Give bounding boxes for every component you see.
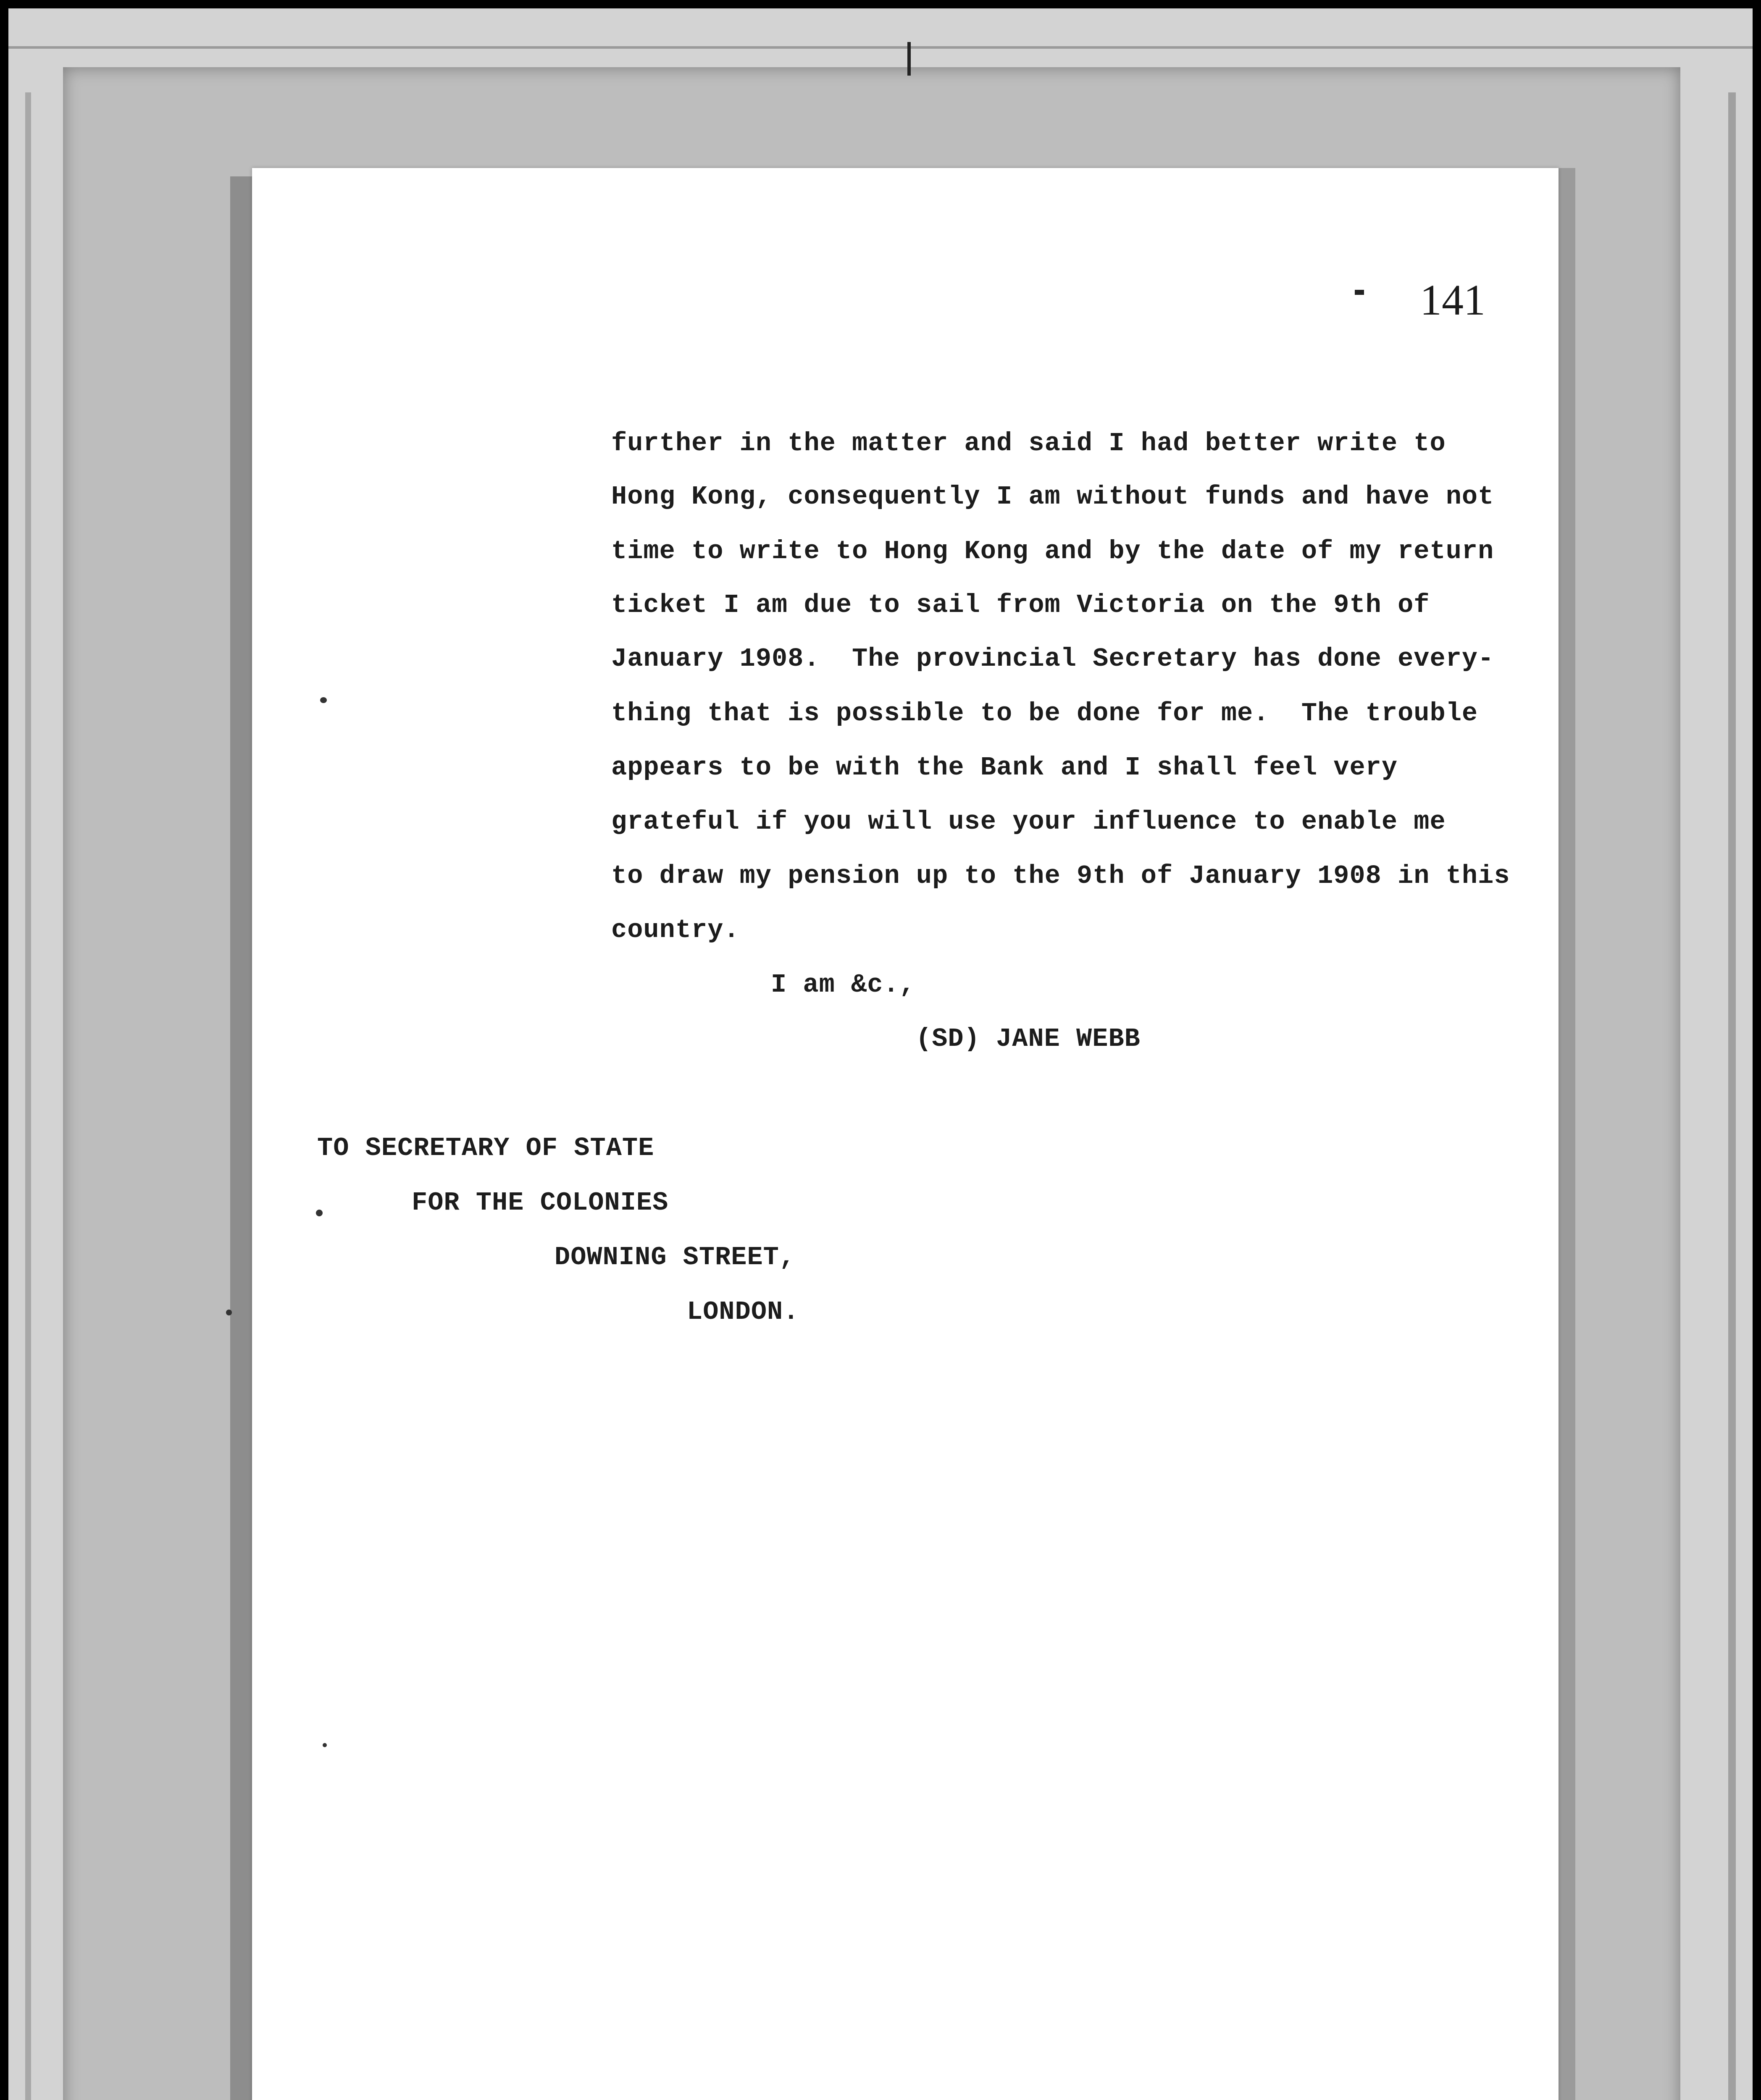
signature: (SD) JANE WEBB — [916, 1024, 1141, 1054]
body-line: ticket I am due to sail from Victoria on the 9th of — [611, 590, 1430, 620]
address-line: FOR THE COLONIES — [412, 1188, 669, 1218]
sheet-shadow-left — [230, 176, 252, 2100]
page-number-dash — [1355, 290, 1364, 295]
frame-right-strip — [1728, 92, 1736, 2100]
body-line: time to write to Hong Kong and by the date of my return — [611, 536, 1494, 566]
top-registration-mark — [907, 42, 911, 76]
film-speck — [316, 1210, 323, 1216]
body-line: grateful if you will use your influence to enable me — [611, 807, 1446, 837]
body-line: appears to be with the Bank and I shall feel very — [611, 753, 1398, 782]
body-line: January 1908. The provincial Secretary has done every- — [611, 644, 1494, 674]
closing: I am &c., — [771, 970, 915, 1000]
address-line: TO SECRETARY OF STATE — [317, 1133, 654, 1163]
body-line: thing that is possible to be done for me. The trouble — [611, 698, 1478, 728]
address-line: DOWNING STREET, — [555, 1242, 796, 1272]
sheet-shadow-right — [1559, 168, 1575, 2100]
body-line: further in the matter and said I had better write to — [611, 428, 1446, 458]
frame-rule — [8, 46, 1753, 49]
body-line: to draw my pension up to the 9th of January 1908 in this — [611, 861, 1510, 891]
film-speck — [320, 697, 327, 703]
film-speck — [323, 1743, 327, 1747]
frame-left-strip — [25, 92, 31, 2100]
film-speck — [226, 1310, 232, 1315]
page-number: 141 — [1420, 276, 1485, 324]
body-line: Hong Kong, consequently I am without funds and have not — [611, 482, 1494, 512]
address-line: LONDON. — [687, 1297, 799, 1327]
body-line: country. — [611, 915, 740, 945]
